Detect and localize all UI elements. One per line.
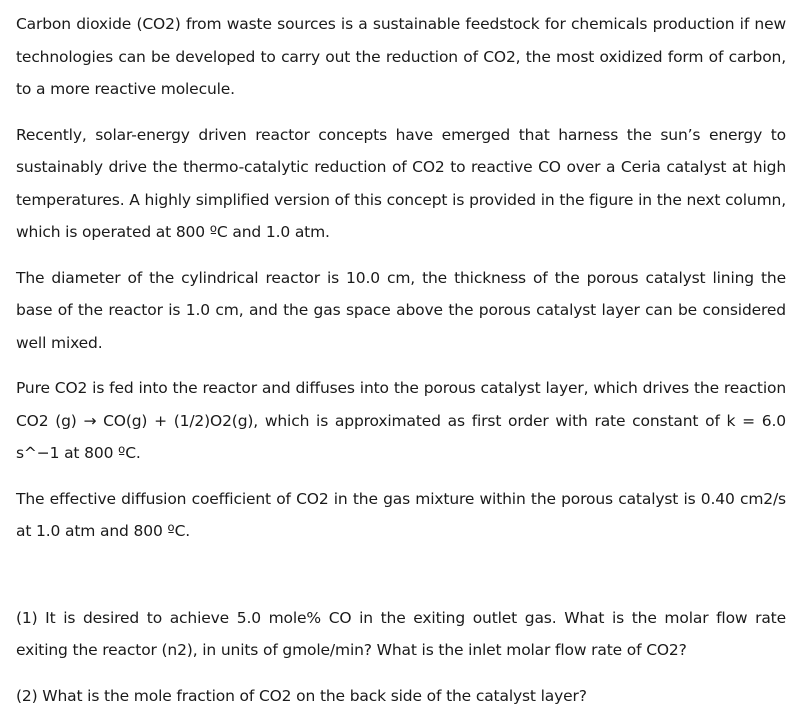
paragraph-reaction: Pure CO2 is fed into the reactor and diffuses into the porous catalyst layer, which drives the reaction CO2 (g) → CO(g) + (1/2)O2(g), which is approximated as first order with rate constant of k = 6.0 s^−1 at 800 ºC.	[16, 379, 786, 462]
problem-document	[16, 8, 786, 712]
paragraph-intro: Carbon dioxide (CO2) from waste sources is a sustainable feedstock for chemicals production if new technologies can be developed to carry out the reduction of CO2, the most oxidized form of carbon, to a more reactive molecule.	[16, 15, 786, 98]
question-2: (2) What is the mole fraction of CO2 on the back side of the catalyst layer?	[16, 686, 587, 705]
paragraph-diffusion: The effective diffusion coefficient of CO2 in the gas mixture within the porous catalyst is 0.40 cm2/s at 1.0 atm and 800 ºC.	[16, 489, 786, 540]
question-1: (1) It is desired to achieve 5.0 mole% CO in the exiting outlet gas. What is the molar flow rate exiting the reactor (n2), in units of gmole/min? What is the inlet molar flow rate of CO2?	[16, 608, 786, 659]
paragraph-reactor-concept: Recently, solar-energy driven reactor concepts have emerged that harness the sun’s energy to sustainably drive the thermo-catalytic reduction of CO2 to reactive CO over a Ceria catalyst at high temperatures. A highly simplified version of this concept is provided in the figure in the next column, which is operated at 800 ºC and 1.0 atm.	[16, 125, 786, 241]
paragraph-reactor-geometry: The diameter of the cylindrical reactor is 10.0 cm, the thickness of the porous catalyst lining the base of the reactor is 1.0 cm, and the gas space above the porous catalyst layer can be considered well mixed.	[16, 268, 786, 352]
